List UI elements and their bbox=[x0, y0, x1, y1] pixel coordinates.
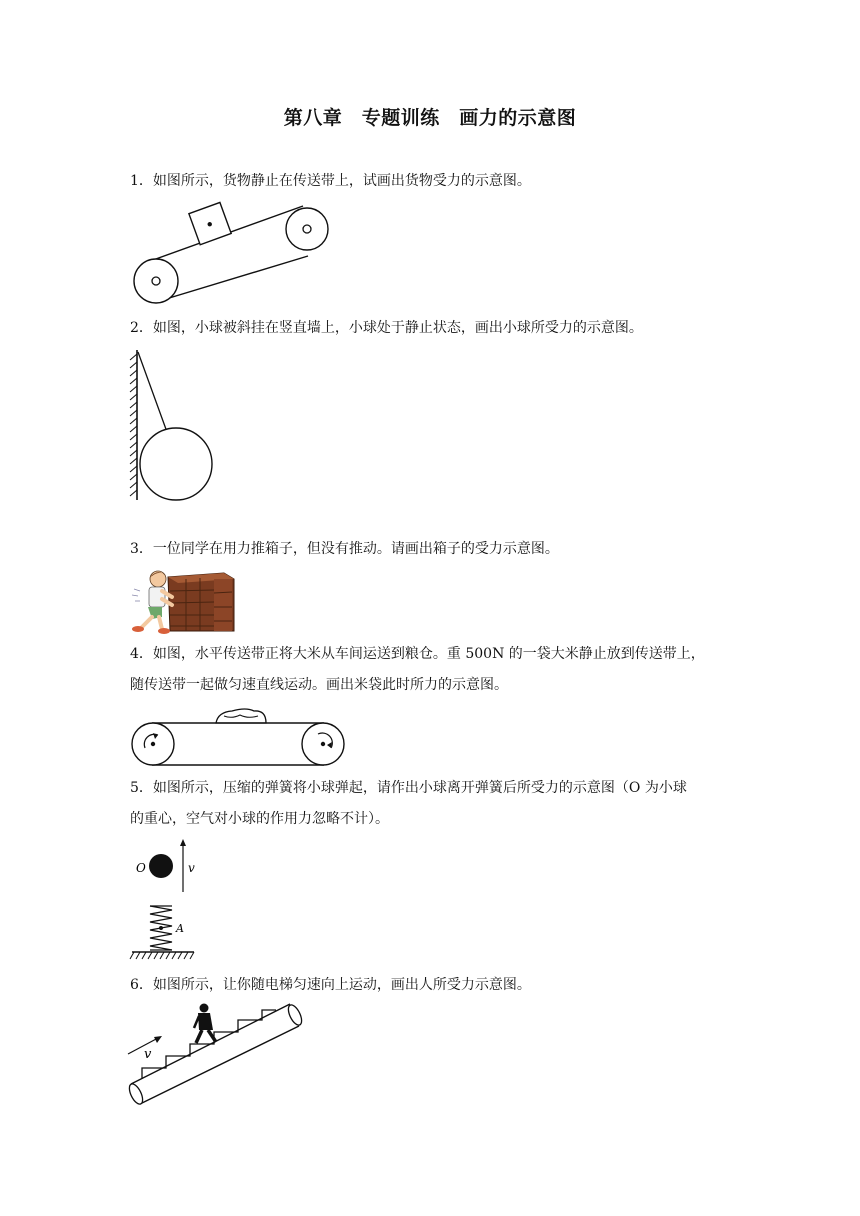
page-title: 第八章 专题训练 画力的示意图 bbox=[283, 107, 577, 129]
figure-horizontal-conveyor bbox=[128, 704, 350, 768]
question-2-text: 2．如图，小球被斜挂在竖直墙上，小球处于静止状态，画出小球所受力的示意图。 bbox=[130, 320, 643, 336]
question-4-text: 4．如图，水平传送带正将大米从车间运送到粮仓。重 500N 的一袋大米静止放到传送带上， 随传送带一起做匀速直线运动。画出米袋此时所力的示意图。 bbox=[130, 646, 705, 693]
cargo-box bbox=[189, 202, 231, 244]
label-center-o: O bbox=[136, 861, 146, 875]
figure-spring-ball bbox=[128, 836, 208, 966]
wooden-crate bbox=[168, 573, 234, 631]
figure-escalator bbox=[126, 1000, 306, 1110]
label-point-a: A bbox=[176, 922, 184, 935]
ball bbox=[149, 854, 173, 878]
question-1-text: 1．如图所示，货物静止在传送带上，试画出货物受力的示意图。 bbox=[130, 173, 531, 189]
label-velocity: v bbox=[188, 861, 195, 875]
figure-boy-pushing-box bbox=[128, 569, 240, 637]
question-6-text: 6．如图所示，让你随电梯匀速向上运动，画出人所受力示意图。 bbox=[130, 977, 531, 993]
boy-pushing bbox=[132, 571, 172, 634]
question-3-text: 3．一位同学在用力推箱子，但没有推动。请画出箱子的受力示意图。 bbox=[130, 541, 559, 557]
escalator-end bbox=[286, 1003, 305, 1027]
string bbox=[138, 352, 167, 432]
figure-conveyor-incline bbox=[128, 198, 338, 310]
ball bbox=[140, 428, 212, 500]
velocity-arrow bbox=[128, 1038, 158, 1054]
person-silhouette bbox=[194, 1004, 216, 1044]
figure-ball-on-wall bbox=[125, 346, 225, 506]
pulley-upper bbox=[286, 208, 328, 250]
pulley-lower bbox=[134, 259, 178, 303]
label-velocity: v bbox=[144, 1047, 152, 1062]
question-5-text: 5．如图所示，压缩的弹簧将小球弹起，请作出小球离开弹簧后所受力的示意图（O 为小球 的重心，空气对小球的作用力忽略不计）。 bbox=[130, 780, 687, 827]
